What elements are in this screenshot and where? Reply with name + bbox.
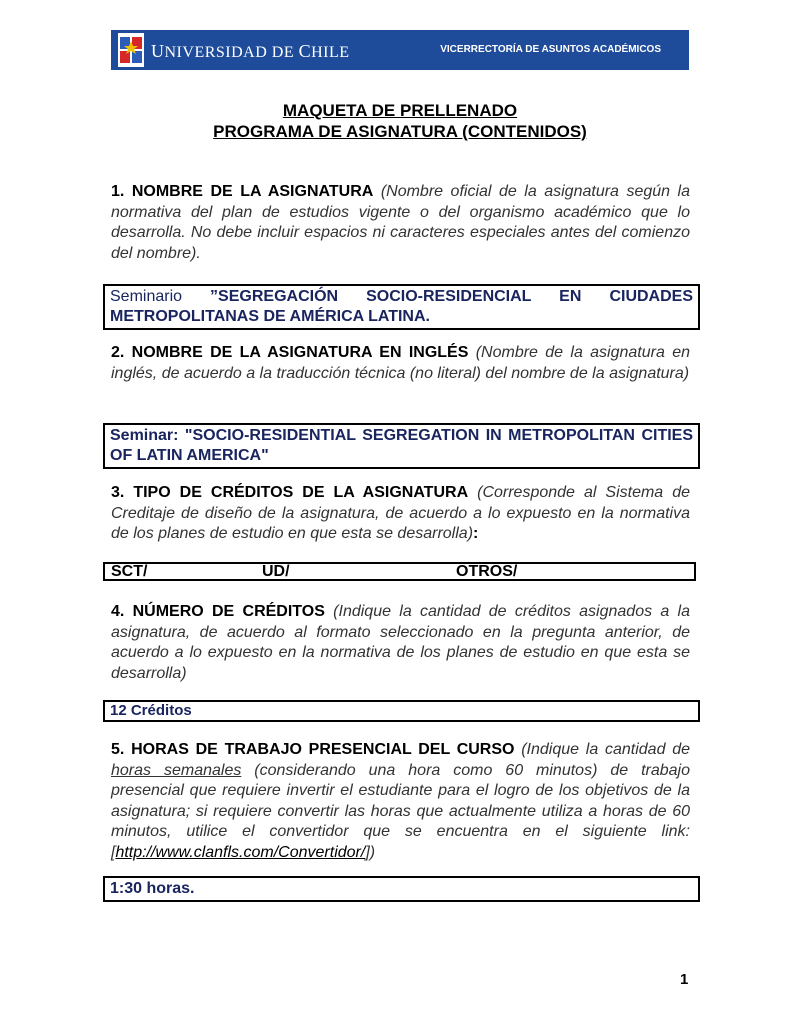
section-3-question: 3. TIPO DE CRÉDITOS DE LA ASIGNATURA (Corresponde al Sistema de Creditaje de diseño de la asignatura, de acuerdo a lo expuesto en la normativa de los planes de estudio en que esta se desarrolla): — [111, 484, 690, 542]
section-2-question: 2. NOMBRE DE LA ASIGNATURA EN INGLÉS (Nombre de la asignatura en inglés, de acuerdo a la traducción técnica (no literal) del nombre de la asignatura) — [111, 344, 690, 382]
page-title: MAQUETA DE PRELLENADO — [282, 101, 518, 120]
section-1-answer: Seminario ”SEGREGACIÓN SOCIO-RESIDENCIAL EN CIUDADES METROPOLITANAS DE AMÉRICA LATINA. — [103, 284, 700, 330]
section-5-answer: 1:30 horas. — [103, 876, 700, 902]
page-number: 1 — [680, 971, 689, 988]
vicerrectoria-label: VICERRECTORÍA DE ASUNTOS ACADÉMICOS — [440, 44, 661, 55]
section-4-question: 4. NÚMERO DE CRÉDITOS (Indique la cantidad de créditos asignados a la asignatura, de acuerdo al formato seleccionado en la pregunta anterior, de acuerdo a lo expuesto en la normativa de los planes de estudio en que esta se desarrolla) — [111, 603, 690, 682]
university-name: UNIVERSIDAD DE CHILE — [151, 41, 350, 61]
convertidor-link[interactable]: http://www.clanfls.com/Convertidor/ — [115, 843, 366, 861]
credit-type-row — [103, 562, 696, 581]
section-5-question: 5. HORAS DE TRABAJO PRESENCIAL DEL CURSO (Indique la cantidad de horas semanales (considerando una hora como 60 minutos) de trabajo presencial que requiere invertir el estudiante para el logro de los objetivos de la asignatura; si requiere convertir las horas que actualmente utiliza a horas de 60 minutos, utilice el convertidor que se encuentra en el siguiente link: [http://www.clanfls.com/Convertidor/]) — [111, 741, 691, 861]
section-4-answer: 12 Créditos — [103, 700, 700, 722]
section-1-question: 1. NOMBRE DE LA ASIGNATURA (Nombre oficial de la asignatura según la normativa del plan de estudios vigente o del organismo académico que lo desarrolla. No debe incluir espacios ni caracteres especiales antes del comienzo del nombre). — [111, 183, 690, 262]
header-banner — [111, 30, 689, 70]
university-crest-icon — [118, 33, 144, 67]
section-2-answer: Seminar: "SOCIO-RESIDENTIAL SEGREGATION IN METROPOLITAN CITIES OF LATIN AMERICA" — [103, 423, 700, 469]
page-subtitle: PROGRAMA DE ASIGNATURA (CONTENIDOS) — [213, 122, 587, 141]
credit-type-otros: OTROS/ — [456, 563, 518, 580]
credit-type-ud: UD/ — [262, 563, 290, 580]
credit-type-sct: SCT/ — [111, 563, 148, 580]
